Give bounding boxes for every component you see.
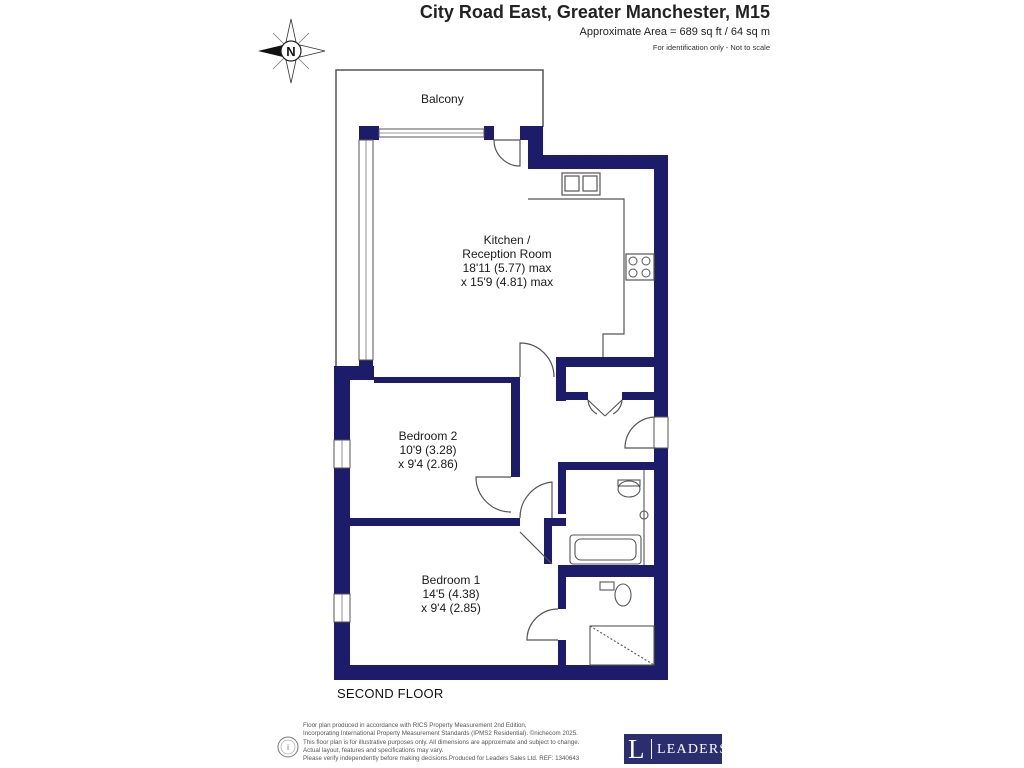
property-address: City Road East, Greater Manchester, M15 — [419, 2, 770, 22]
floor-label: SECOND FLOOR — [337, 686, 444, 701]
bedroom1-label — [391, 573, 511, 615]
footer-line-2: Incorporating International Property Measurement Standards (IPMS2 Residential). ©nichecom 2025. — [303, 730, 578, 738]
footer-line-5: Please verify independently before making decisions.Produced for Leaders Sales Ltd. REF: 1340643 — [303, 755, 580, 763]
hob-icon — [629, 257, 650, 277]
footer-line-4: Actual layout, features and specifications may vary. — [303, 746, 444, 754]
balcony-label: Balcony — [421, 92, 464, 106]
scale-note: For identification only - Not to scale — [652, 43, 770, 52]
footer-disclaimer — [303, 722, 633, 763]
kitchen-name-line2: Reception Room — [462, 247, 552, 261]
compass-letter: N — [286, 44, 296, 59]
kitchen-dim-line2: x 15'9 (4.81) max — [460, 275, 554, 289]
compass-icon — [258, 19, 325, 83]
svg-text:i: i — [287, 743, 289, 752]
logo-name: LEADERS — [657, 742, 729, 757]
logo-letter: L — [628, 734, 645, 764]
bedroom2-name: Bedroom 2 — [398, 429, 458, 443]
leaders-logo — [624, 734, 729, 764]
approximate-area: Approximate Area = 689 sq ft / 64 sq m — [579, 26, 770, 38]
bedroom2-dim-line1: 10'9 (3.28) — [399, 443, 457, 457]
bedroom2-label — [368, 429, 488, 471]
logo-divider — [651, 739, 652, 759]
footer-line-3: This floor plan is for illustrative purposes only. All dimensions are approximate and subject to change. — [303, 738, 580, 746]
bedroom1-dim-line2: x 9'4 (2.85) — [421, 601, 481, 615]
kitchen-dim-line1: 18'11 (5.77) max — [462, 261, 552, 275]
kitchen-label — [437, 233, 577, 289]
bedroom2-dim-line2: x 9'4 (2.86) — [398, 457, 458, 471]
bedroom1-name: Bedroom 1 — [421, 573, 481, 587]
bedroom1-dim-line1: 14'5 (4.38) — [422, 587, 480, 601]
kitchen-name-line1: Kitchen / — [483, 233, 531, 247]
windows — [334, 129, 668, 622]
footer-line-1: Floor plan produced in accordance with RICS Property Measurement 2nd Edition, — [303, 722, 527, 729]
